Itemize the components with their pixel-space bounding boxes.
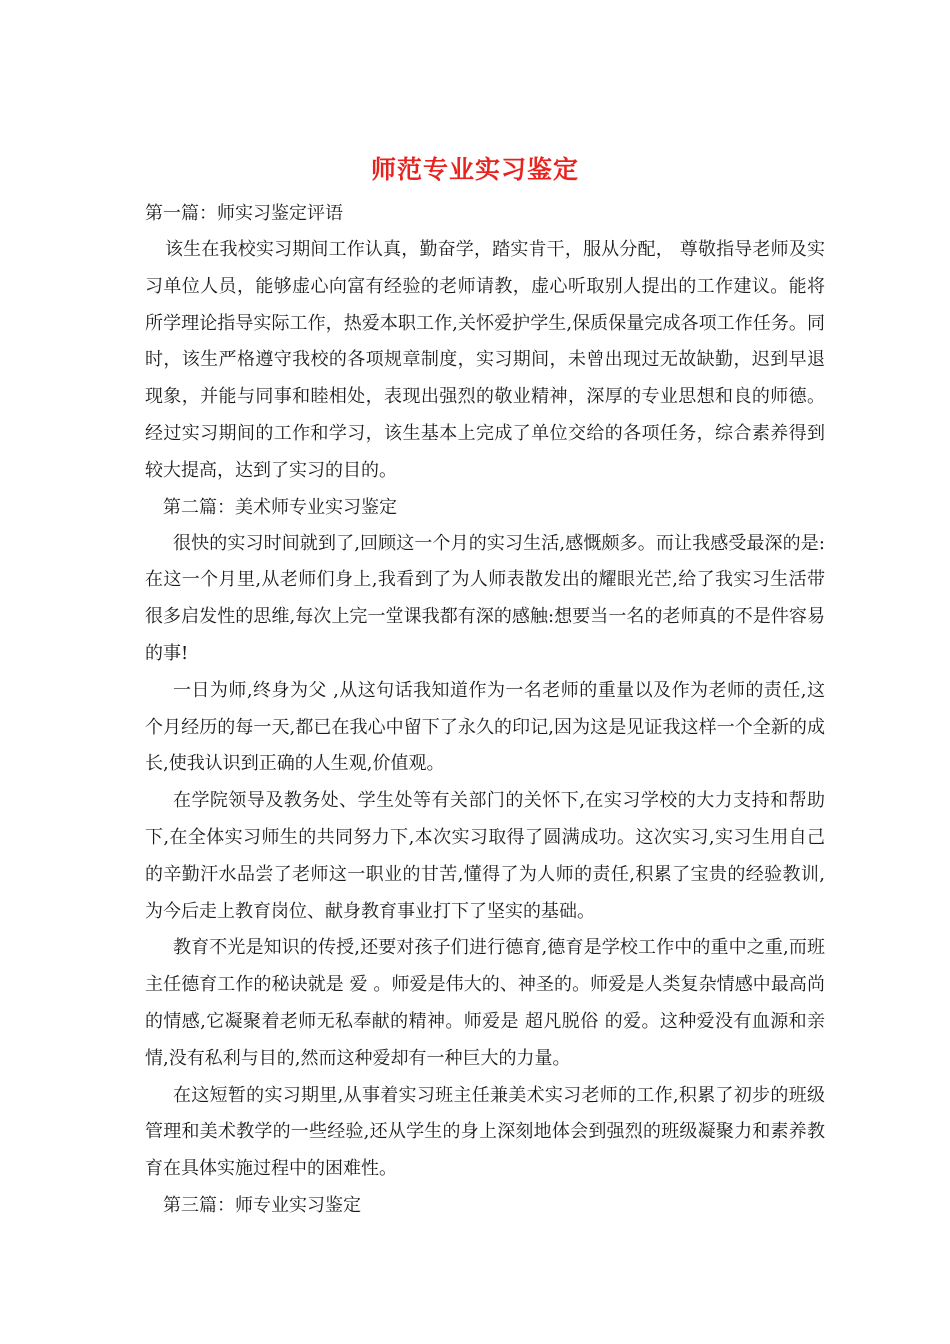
section-2 <box>145 490 825 1188</box>
document-title: 师范专业实习鉴定 <box>370 155 579 184</box>
paragraph: 该生在我校实习期间工作认真，勤奋学，踏实肯干，服从分配， 尊敬指导老师及实习单位人员，能够虚心向富有经验的老师请教，虚心听取别人提出的工作建议。能将所学理论指导实际工作，热爱本职工作,关怀爱护学生,保质保量完成各项工作任务。同时，该生严格遵守我校的各项规章制度，实习期间，未曾出现过无故缺勤，迟到早退现象，并能与同事和睦相处，表现出强烈的敬业精神，深厚的专业思想和良的师德。经过实习期间的工作和学习，该生基本上完成了单位交给的各项任务，综合素养得到较大提高，达到了实习的目的。 <box>145 239 825 481</box>
paragraph: 在学院领导及教务处、学生处等有关部门的关怀下,在实习学校的大力支持和帮助下,在全体实习师生的共同努力下,本次实习取得了圆满成功。这次实习,实习生用自己的辛勤汗水品尝了老师这一职业的甘苦,懂得了为人师的责任,积累了宝贵的经验教训,为今后走上教育岗位、献身教育事业打下了坚实的基础。 <box>145 790 825 922</box>
section-heading: 第二篇：美术师专业实习鉴定 <box>163 496 397 518</box>
section-heading: 第三篇：师专业实习鉴定 <box>163 1194 361 1216</box>
paragraph: 教育不光是知识的传授,还要对孩子们进行德育,德育是学校工作中的重中之重,而班主任德育工作的秘诀就是 爱 。师爱是伟大的、神圣的。师爱是人类复杂情感中最高尚的情感,它凝聚着老师无私奉献的精神。师爱是 超凡脱俗 的爱。这种爱没有血源和亲情,没有私利与目的,然而这种爱却有一种巨大的力量。 <box>145 937 825 1069</box>
paragraph: 一日为师,终身为父 ,从这句话我知道作为一名老师的重量以及作为老师的责任,这个月经历的每一天,都已在我心中留下了永久的印记,因为这是见证我这样一个全新的成长,使我认识到正确的人生观,价值观。 <box>145 679 825 775</box>
paragraph: 很快的实习时间就到了,回顾这一个月的实习生活,感慨颇多。而让我感受最深的是:在这一个月里,从老师们身上,我看到了为人师表散发出的耀眼光芒,给了我实习生活带很多启发性的思维,每次上完一堂课我都有深的感触:想要当一名的老师真的不是件容易的事! <box>145 532 825 664</box>
section-1 <box>145 196 825 490</box>
paragraph: 在这短暂的实习期里,从事着实习班主任兼美术实习老师的工作,积累了初步的班级管理和美术教学的一些经验,还从学生的身上深刻地体会到强烈的班级凝聚力和素养教育在具体实施过程中的困难性。 <box>145 1084 825 1180</box>
document-body <box>145 196 825 1224</box>
section-heading: 第一篇：师实习鉴定评语 <box>145 203 343 224</box>
section-3 <box>145 1188 825 1224</box>
